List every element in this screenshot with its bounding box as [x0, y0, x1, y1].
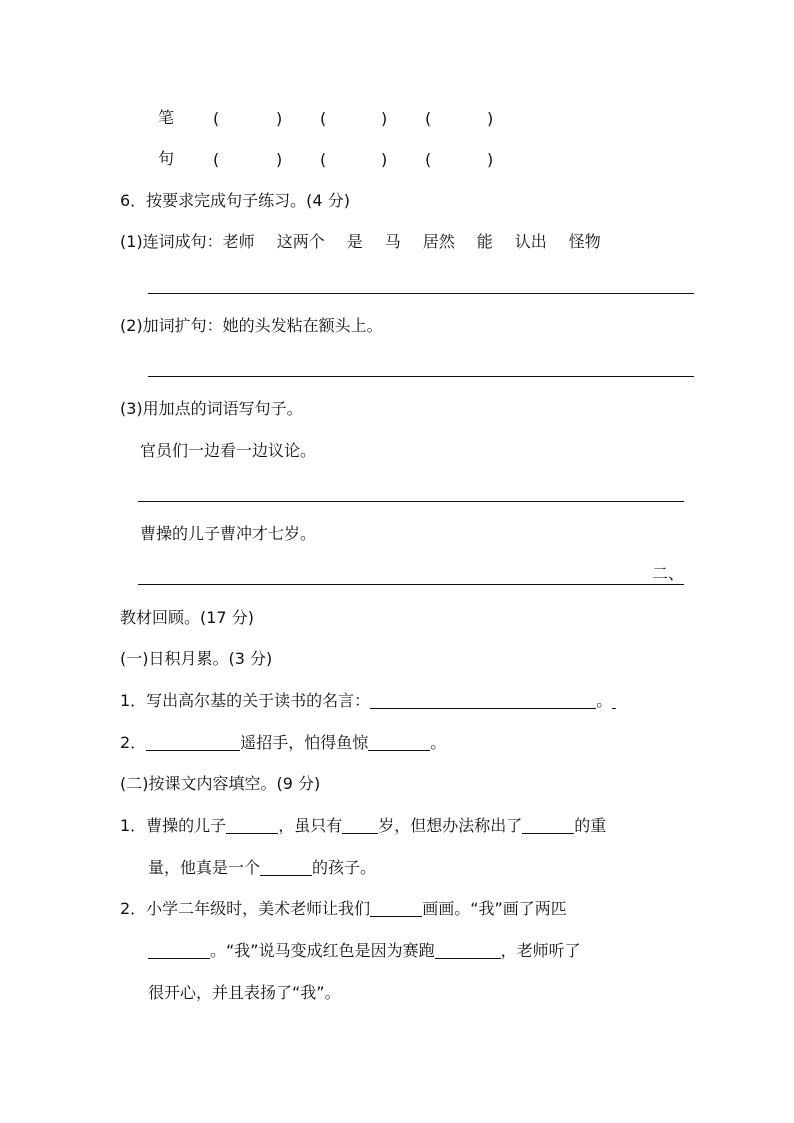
part2-q2-line3: 很开心，并且表扬了“我”。 [148, 983, 341, 1002]
paren-open: ( [320, 150, 327, 169]
paren-close: ) [487, 109, 494, 128]
word-chip: 居然 [422, 232, 455, 251]
q6-title: 6．按要求完成句子练习。(4 分) [120, 191, 350, 210]
part1-title: (一)日积月累。(3 分) [120, 649, 273, 668]
text: 。“我”说马变成红色是因为赛跑 [210, 941, 435, 960]
part2-q2-line1 [120, 898, 567, 920]
paren-close: ) [381, 150, 388, 169]
paren-close: ) [487, 150, 494, 169]
text: 量，他真是一个 [148, 858, 261, 877]
text: 的孩子。 [312, 858, 377, 877]
section2-number: 二、 [652, 564, 685, 583]
text: 的重 [574, 816, 607, 835]
word-chip: 怪物 [568, 232, 601, 251]
fill-blank[interactable] [370, 692, 596, 709]
part1-q1-prefix: 1．写出高尔基的关于读书的名言： [120, 691, 371, 710]
part1-q2-mid: 遥招手，怕得鱼惊 [240, 733, 369, 752]
text: ，虽只有 [278, 816, 343, 835]
part1-q1 [120, 690, 616, 712]
word-chip: 认出 [514, 232, 547, 251]
part1-q2 [120, 732, 446, 754]
fill-blank[interactable] [522, 817, 574, 834]
text: 1．曹操的儿子 [120, 816, 227, 835]
paren-close: ) [276, 109, 283, 128]
fill-blank[interactable] [370, 900, 422, 917]
fill-blank [612, 692, 616, 709]
answer-line[interactable] [148, 293, 694, 294]
q6-3-sentence-a: 官员们一边看一边议论。 [140, 441, 317, 460]
word-chip: 老师 [222, 232, 255, 251]
fill-blank[interactable] [342, 817, 378, 834]
answer-line[interactable] [148, 376, 694, 377]
fill-blank[interactable] [260, 859, 312, 876]
paren-open: ( [320, 109, 327, 128]
fill-blank[interactable] [146, 734, 240, 751]
paren-open: ( [425, 150, 432, 169]
paren-open: ( [213, 109, 220, 128]
period: 。 [430, 733, 447, 752]
fill-blank[interactable] [435, 942, 501, 959]
part2-q1-line1 [120, 815, 606, 837]
word-chip: 这两个 [276, 232, 325, 251]
text: 画画。“我”画了两匹 [422, 899, 567, 918]
q6-1-label: (1)连词成句： [120, 232, 223, 251]
paren-close: ) [276, 150, 283, 169]
text: ，老师听了 [500, 941, 581, 960]
q6-1-line [120, 231, 601, 253]
q6-2-text: (2)加词扩句：她的头发粘在额头上。 [120, 316, 383, 335]
part2-q1-line2 [148, 857, 376, 879]
part1-q2-num: 2． [120, 733, 147, 752]
q6-3-sentence-b: 曹操的儿子曹冲才七岁。 [140, 524, 317, 543]
fill-blank[interactable] [226, 817, 278, 834]
answer-line[interactable] [138, 584, 684, 585]
period: 。 [596, 691, 613, 710]
fill-blank[interactable] [368, 734, 430, 751]
part2-title: (二)按课文内容填空。(9 分) [120, 774, 321, 793]
section2-title: 教材回顾。(17 分) [120, 608, 254, 627]
word-chip: 能 [476, 232, 493, 251]
paren-close: ) [381, 109, 388, 128]
q6-3-title: (3)用加点的词语写句子。 [120, 399, 303, 418]
fill-blank[interactable] [148, 942, 210, 959]
part2-q2-line2 [148, 940, 581, 962]
answer-line[interactable] [138, 501, 684, 502]
text: 2．小学二年级时，美术老师让我们 [120, 899, 371, 918]
text: 岁，但想办法称出了 [378, 816, 523, 835]
word-chip: 马 [384, 232, 401, 251]
row-char-ju: 句 [158, 149, 175, 168]
row-char-bi: 笔 [158, 108, 175, 127]
paren-open: ( [425, 109, 432, 128]
word-chip: 是 [346, 232, 363, 251]
paren-open: ( [213, 150, 220, 169]
